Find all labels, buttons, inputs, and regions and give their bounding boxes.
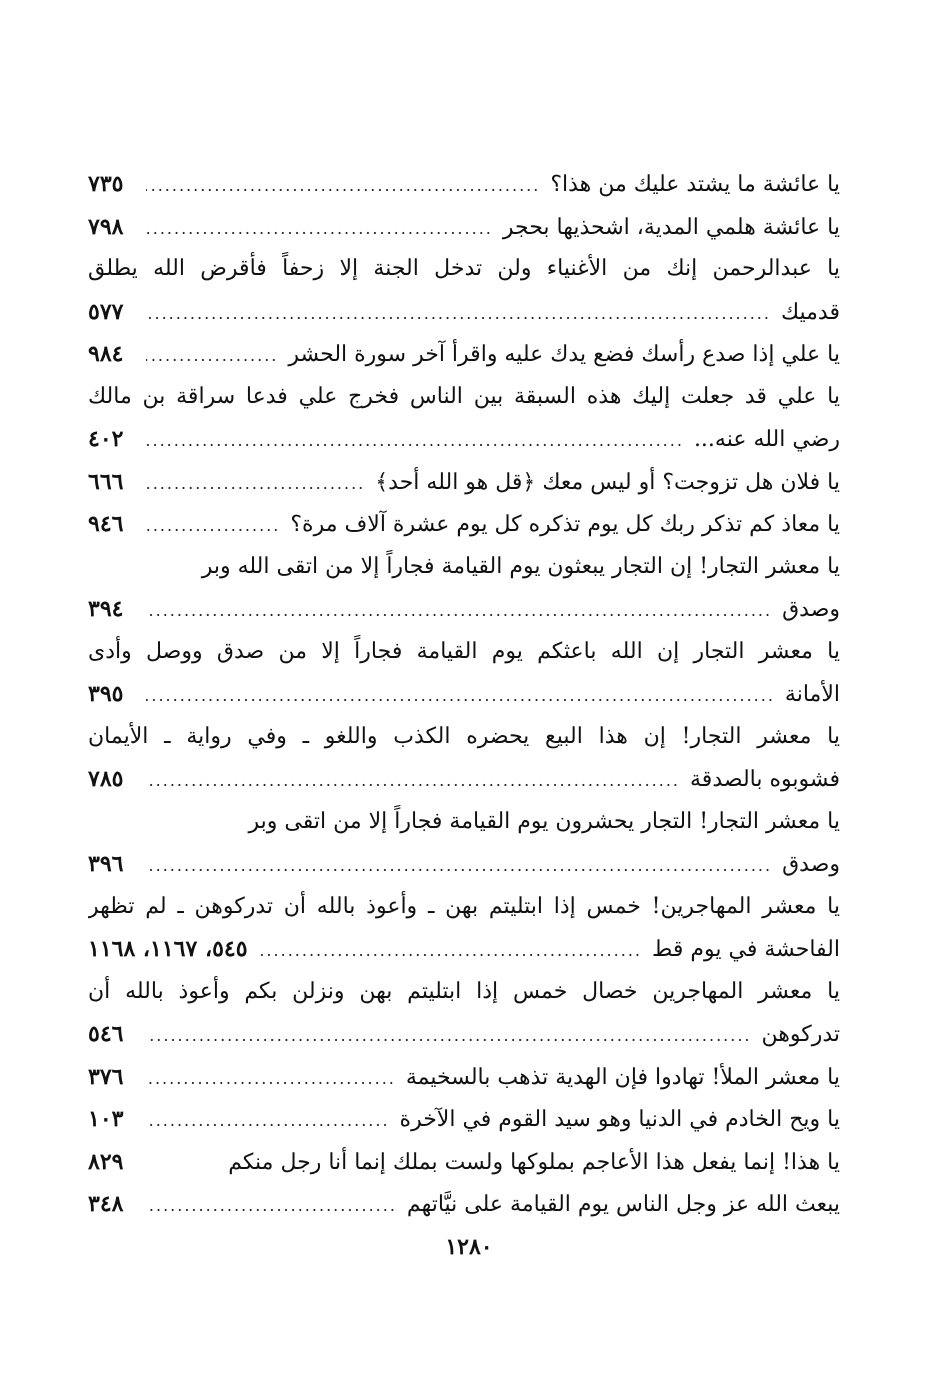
entry-ref-line [88, 333, 840, 376]
page-reference: ٧٣٥ [88, 171, 124, 197]
entry-ref-line [88, 928, 840, 971]
dot-leader [146, 590, 772, 631]
entry-ref-line [88, 1056, 840, 1099]
entry-text: يا علي قد جعلت إليك هذه السبقة بين الناس فخرج علي فدعا سراقة بن مالك [88, 383, 840, 409]
hadith-index-list [88, 163, 840, 1226]
page-reference: ٩٤٦ [88, 511, 124, 537]
page-reference: ٣٩٥ [88, 681, 124, 707]
index-entry [88, 1056, 840, 1099]
index-entry [88, 461, 840, 504]
page-reference: ٦٦٦ [88, 468, 124, 495]
entry-text: يا عائشة هلمي المدية، اشحذيها بحجر [502, 214, 840, 240]
entry-text: يا هذا! إنما يفعل هذا الأعاجم بملوكها ولست بملك إنما أنا رجل منكم [228, 1149, 840, 1175]
index-entry [88, 163, 840, 206]
entry-text: رضي الله عنه... [693, 427, 840, 452]
page-reference: ٨٢٩ [88, 1148, 124, 1175]
page-reference: ٣٤٨ [88, 1191, 124, 1217]
page-reference: ٥٤٥، ١١٦٧، ١١٦٨ [88, 936, 248, 962]
entry-text: الفاحشة في يوم قط [651, 937, 840, 962]
dot-leader [146, 1100, 390, 1141]
entry-ref-line [88, 673, 840, 716]
index-entry [88, 333, 840, 376]
entry-text-line [88, 801, 840, 844]
entry-ref-line [88, 418, 840, 461]
dot-leader [146, 293, 771, 334]
index-entry [88, 206, 840, 249]
page-reference: ٥٧٧ [88, 298, 124, 325]
index-entry [88, 971, 840, 1056]
page-reference: ٧٩٨ [88, 213, 124, 240]
dot-leader [146, 1058, 396, 1099]
entry-text: وصدق [782, 852, 840, 877]
dot-leader [146, 335, 278, 376]
entry-ref-line [88, 1098, 840, 1141]
dot-leader [146, 1185, 397, 1226]
entry-text-line [88, 971, 840, 1014]
entry-ref-line [88, 163, 840, 206]
page-reference: ١٠٣ [88, 1106, 124, 1132]
entry-ref-line [88, 206, 840, 249]
dot-leader [146, 165, 540, 206]
entry-text: يا معشر التجار! إن هذا البيع يحضره الكذب واللغو ـ وفي رواية ـ الأيمان [88, 723, 840, 749]
entry-text: يا عبدالرحمن إنك من الأغنياء ولن تدخل الجنة إلا زحفاً فأقرض الله يطلق [88, 256, 840, 281]
index-entry [88, 1141, 840, 1184]
page-reference: ٤٠٢ [88, 426, 124, 452]
entry-text: يا معشر الملأ! تهادوا فإن الهدية تذهب بالسخيمة [405, 1064, 840, 1090]
index-entry [88, 248, 840, 333]
entry-text: فشوبوه بالصدقة [690, 767, 840, 792]
page-reference: ٧٨٥ [88, 766, 124, 792]
entry-ref-line [88, 1141, 840, 1184]
entry-ref-line [88, 503, 840, 546]
dot-leader [146, 420, 684, 461]
index-entry [88, 716, 840, 801]
entry-text: يا معاذ كم تذكر ربك كل يوم تذكره كل يوم عشرة آلاف مرة؟ [290, 512, 840, 537]
page-reference: ٩٨٤ [88, 341, 124, 367]
entry-text-line [88, 886, 840, 929]
entry-text: تدركوهن [761, 1022, 840, 1047]
entry-text: يا فلان هل تزوجت؟ أو ليس معك ﴿قل هو الله أحد﴾ [375, 469, 840, 495]
dot-leader [146, 1015, 752, 1056]
entry-text: يا معشر التجار! إن التجار يبعثون يوم القيامة فجاراً إلا من اتقى الله وبر [201, 553, 840, 579]
index-entry [88, 546, 840, 631]
page-number: ١٢٨٠ [445, 1234, 493, 1260]
index-entry [88, 503, 840, 546]
entry-text: يا معشر التجار إن الله باعثكم يوم القيامة فجاراً إلا من صدق ووصل وأدى [88, 638, 840, 664]
entry-text: يا ويح الخادم في الدنيا وهو سيد القوم في الآخرة [399, 1107, 840, 1132]
entry-text: يبعث الله عز وجل الناس يوم القيامة على نيَّاتهم [406, 1192, 840, 1217]
entry-text: يا علي إذا صدع رأسك فضع يدك عليه واقرأ آخر سورة الحشر [288, 342, 840, 367]
entry-text: قدميك [780, 299, 840, 325]
index-entry [88, 631, 840, 716]
dot-leader [146, 208, 493, 249]
entry-text: يا عائشة ما يشتد عليك من هذا؟ [550, 172, 840, 197]
entry-ref-line [88, 461, 840, 504]
entry-text: الأمانة [784, 682, 840, 707]
page-reference: ٥٤٦ [88, 1021, 124, 1047]
entry-text-line [88, 376, 840, 419]
entry-text-line [88, 631, 840, 674]
dot-leader [146, 463, 365, 504]
index-entry [88, 1098, 840, 1141]
index-entry [88, 376, 840, 461]
index-entry [88, 886, 840, 971]
entry-text: وصدق [782, 597, 840, 622]
page-reference: ٣٩٤ [88, 596, 124, 622]
dot-leader [146, 505, 280, 546]
entry-ref-line [88, 843, 840, 886]
dot-leader [146, 675, 775, 716]
page-reference: ٣٧٦ [88, 1063, 124, 1090]
entry-ref-line [88, 291, 840, 334]
entry-ref-line [88, 1183, 840, 1226]
entry-text: يا معشر التجار! التجار يحشرون يوم القيامة فجاراً إلا من اتقى وبر [248, 808, 840, 834]
dot-leader [258, 930, 642, 971]
page-reference: ٣٩٦ [88, 851, 124, 877]
index-entry [88, 801, 840, 886]
index-entry [88, 1183, 840, 1226]
entry-ref-line [88, 1013, 840, 1056]
dot-leader [146, 845, 772, 886]
entry-ref-line [88, 588, 840, 631]
entry-ref-line [88, 758, 840, 801]
entry-text: يا معشر المهاجرين! خمس إذا ابتليتم بهن ـ وأعوذ بالله أن تدركوهن ـ لم تظهر [88, 893, 840, 919]
entry-text-line [88, 546, 840, 589]
dot-leader [146, 760, 680, 801]
entry-text-line [88, 716, 840, 759]
entry-text-line [88, 248, 840, 291]
entry-text: يا معشر المهاجرين خصال خمس إذا ابتليتم بهن ونزلن بكم وأعوذ بالله أن [88, 978, 840, 1004]
